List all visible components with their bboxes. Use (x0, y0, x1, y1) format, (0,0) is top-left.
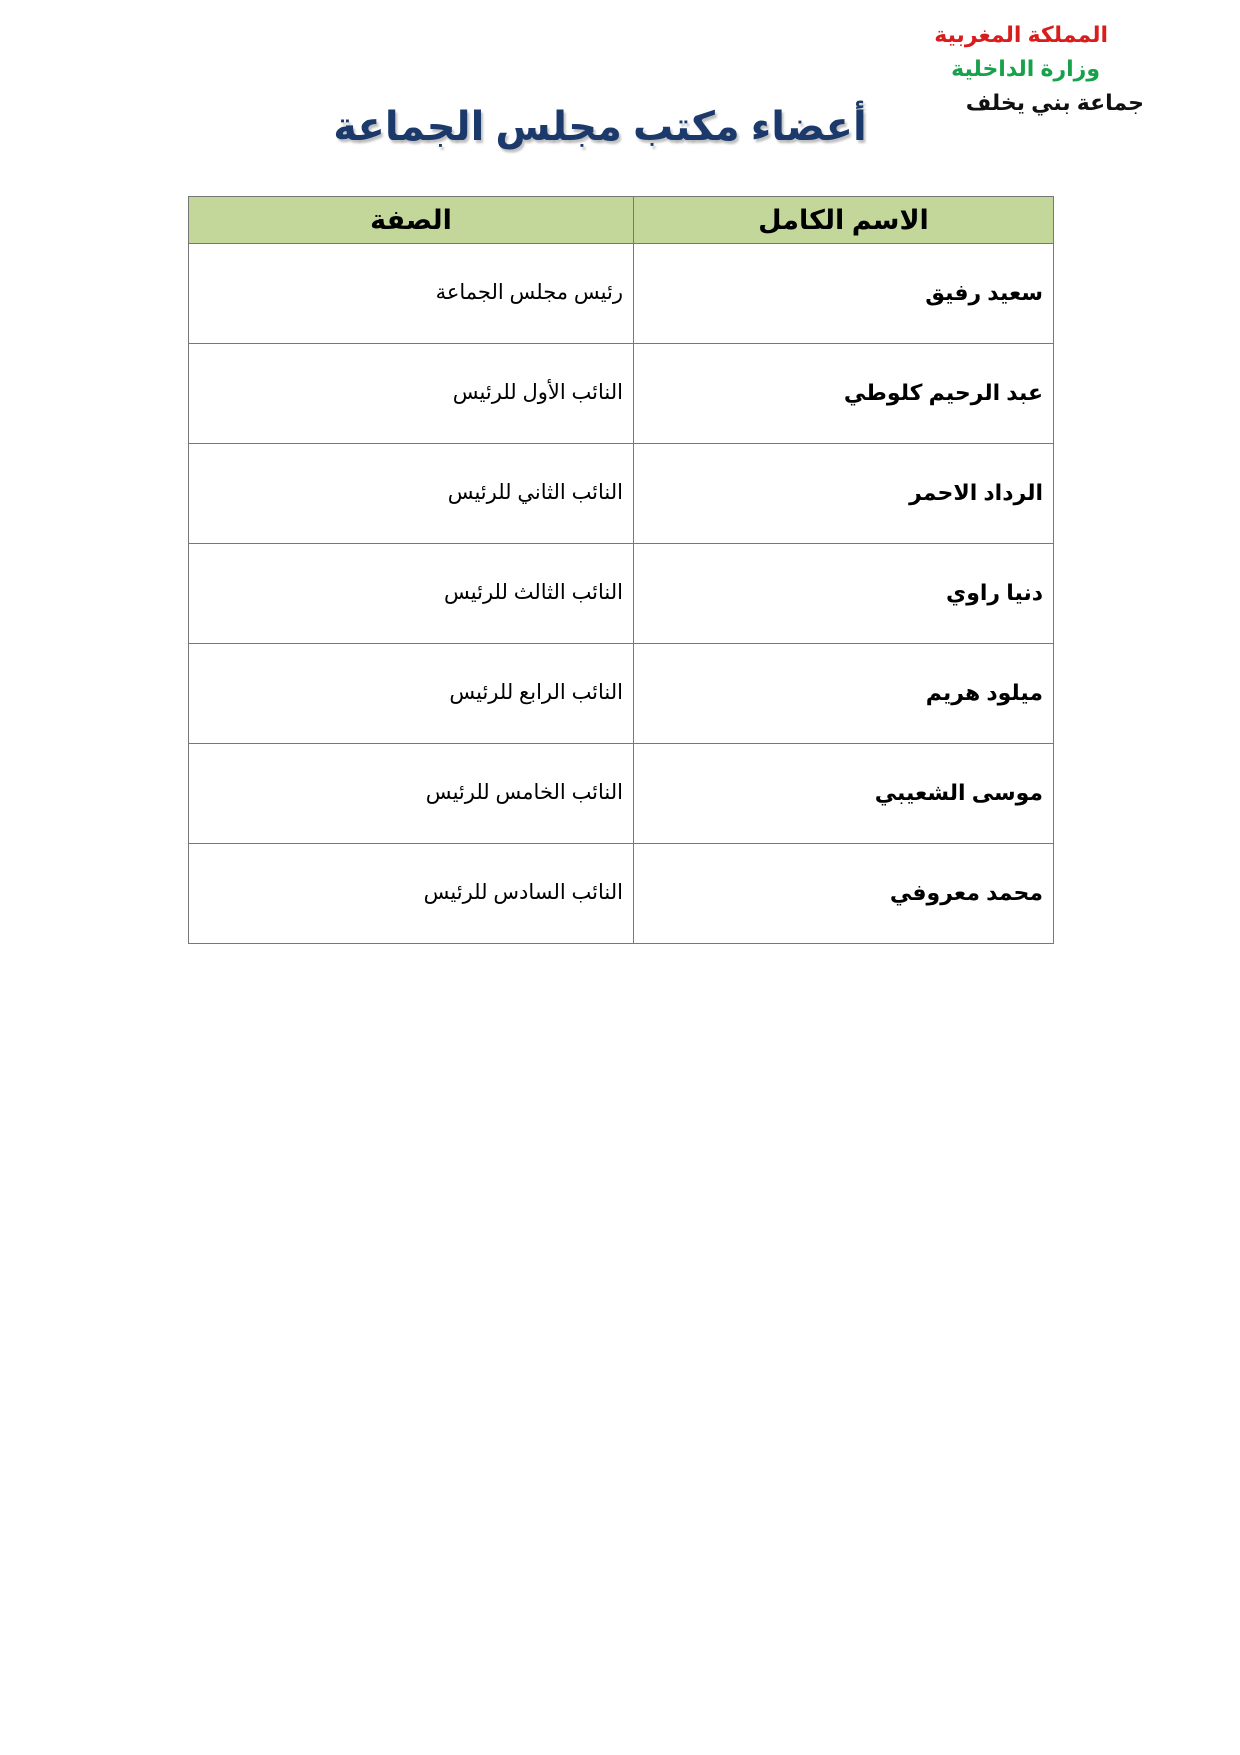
member-name: ميلود هريم (634, 644, 1054, 744)
member-role: النائب الرابع للرئيس (189, 644, 634, 744)
member-name: عبد الرحيم كلوطي (634, 344, 1054, 444)
table-row (189, 544, 1054, 644)
letterhead-kingdom: المملكة المغربية (934, 22, 1108, 47)
table-row (189, 744, 1054, 844)
letterhead-ministry: وزارة الداخلية (951, 56, 1100, 81)
header-full-name: الاسم الكامل (634, 197, 1054, 244)
member-role: النائب الأول للرئيس (189, 344, 634, 444)
member-role: النائب الثاني للرئيس (189, 444, 634, 544)
member-name: الرداد الاحمر (634, 444, 1054, 544)
table-row (189, 444, 1054, 544)
page-title: أعضاء مكتب مجلس الجماعة (333, 105, 867, 149)
member-role: رئيس مجلس الجماعة (189, 244, 634, 344)
table-row (189, 344, 1054, 444)
header-role: الصفة (189, 197, 634, 244)
member-name: دنيا راوي (634, 544, 1054, 644)
table-header-row (189, 197, 1054, 244)
member-role: النائب الثالث للرئيس (189, 544, 634, 644)
table-row (189, 644, 1054, 744)
member-role: النائب السادس للرئيس (189, 844, 634, 944)
table-row (189, 244, 1054, 344)
members-table (188, 196, 1054, 944)
letterhead-commune: جماعة بني يخلف (965, 90, 1144, 115)
member-name: موسى الشعيبي (634, 744, 1054, 844)
table-row (189, 844, 1054, 944)
member-name: محمد معروفي (634, 844, 1054, 944)
member-role: النائب الخامس للرئيس (189, 744, 634, 844)
member-name: سعيد رفيق (634, 244, 1054, 344)
